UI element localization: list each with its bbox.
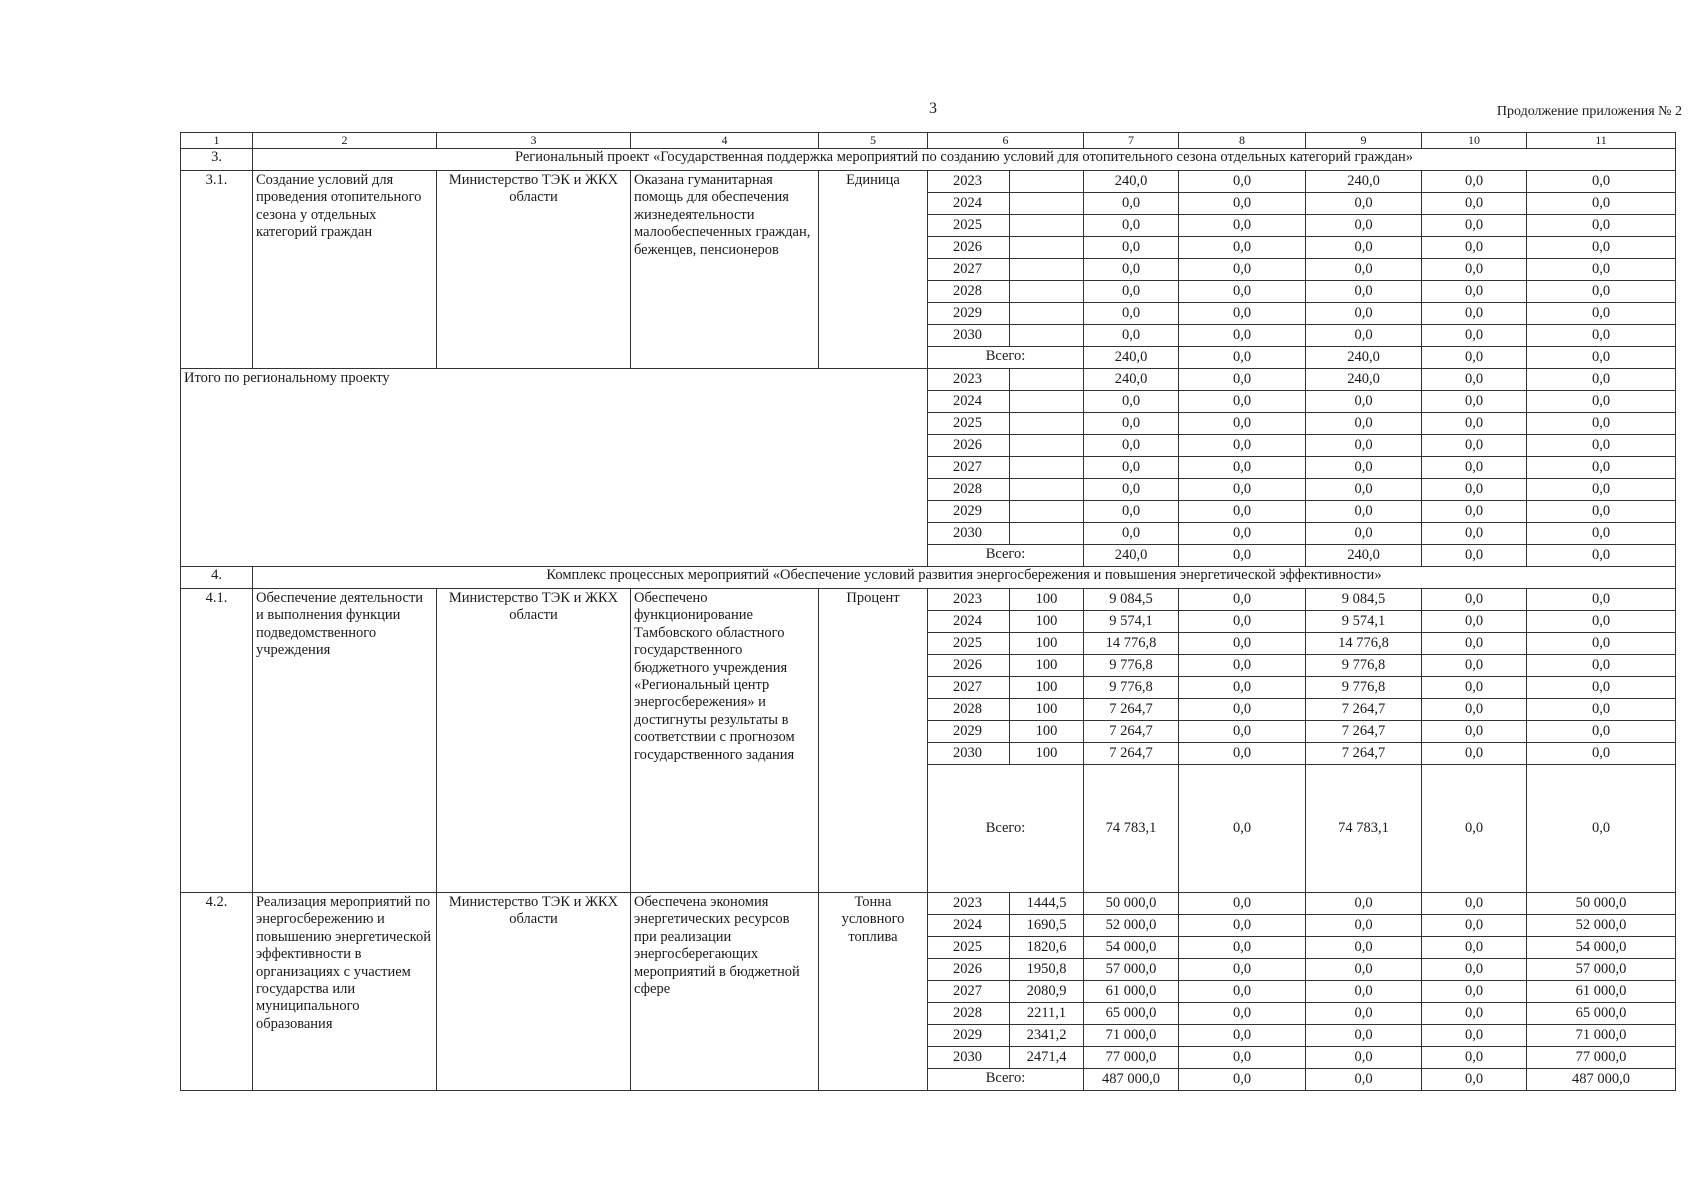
value-cell: 0,0	[1306, 303, 1422, 325]
value-cell: 0,0	[1084, 479, 1179, 501]
value-cell: 0,0	[1306, 193, 1422, 215]
value-cell: 0,0	[1084, 391, 1179, 413]
value-cell: 52 000,0	[1527, 915, 1676, 937]
value-cell: 0,0	[1306, 1025, 1422, 1047]
value-cell: 9 084,5	[1084, 589, 1179, 611]
value-cell: 0,0	[1084, 457, 1179, 479]
indicator-cell	[1010, 281, 1084, 303]
value-cell: 0,0	[1527, 391, 1676, 413]
value-cell: 0,0	[1527, 237, 1676, 259]
value-cell: 0,0	[1179, 435, 1306, 457]
value-cell: 7 264,7	[1306, 721, 1422, 743]
value-cell: 0,0	[1527, 325, 1676, 347]
value-cell: 0,0	[1179, 743, 1306, 765]
value-cell: 77 000,0	[1527, 1047, 1676, 1069]
value-cell: 0,0	[1306, 937, 1422, 959]
value-cell: 0,0	[1306, 981, 1422, 1003]
year-cell: 2029	[928, 1025, 1010, 1047]
value-cell: 0,0	[1422, 589, 1527, 611]
year-cell: 2026	[928, 435, 1010, 457]
value-cell: 0,0	[1306, 523, 1422, 545]
indicator-cell	[1010, 303, 1084, 325]
total-label: Всего:	[928, 765, 1084, 893]
value-cell: 0,0	[1179, 193, 1306, 215]
year-cell: 2030	[928, 743, 1010, 765]
indicator-cell	[1010, 325, 1084, 347]
value-cell: 0,0	[1422, 545, 1527, 567]
value-cell: 0,0	[1422, 369, 1527, 391]
value-cell: 0,0	[1179, 677, 1306, 699]
value-cell: 0,0	[1527, 259, 1676, 281]
value-cell: 0,0	[1527, 281, 1676, 303]
value-cell: 0,0	[1179, 215, 1306, 237]
value-cell: 0,0	[1306, 391, 1422, 413]
value-cell: 0,0	[1527, 743, 1676, 765]
value-cell: 0,0	[1179, 281, 1306, 303]
value-cell: 9 084,5	[1306, 589, 1422, 611]
value-cell: 0,0	[1422, 915, 1527, 937]
value-cell: 0,0	[1422, 1025, 1527, 1047]
year-cell: 2029	[928, 501, 1010, 523]
value-cell: 54 000,0	[1527, 937, 1676, 959]
value-cell: 0,0	[1179, 721, 1306, 743]
value-cell: 0,0	[1179, 479, 1306, 501]
value-cell: 0,0	[1422, 171, 1527, 193]
value-cell: 0,0	[1422, 281, 1527, 303]
value-cell: 54 000,0	[1084, 937, 1179, 959]
value-cell: 9 776,8	[1084, 655, 1179, 677]
col-header-8: 8	[1179, 133, 1306, 149]
year-cell: 2025	[928, 215, 1010, 237]
indicator-cell: 1690,5	[1010, 915, 1084, 937]
col-header-3: 3	[437, 133, 631, 149]
value-cell: 0,0	[1422, 1047, 1527, 1069]
value-cell: 0,0	[1422, 347, 1527, 369]
indicator-cell	[1010, 237, 1084, 259]
year-cell: 2024	[928, 193, 1010, 215]
col-header-11: 11	[1527, 133, 1676, 149]
item-unit: Единица	[819, 171, 928, 369]
value-cell: 0,0	[1422, 937, 1527, 959]
year-cell: 2027	[928, 259, 1010, 281]
empty-cell	[1010, 413, 1084, 435]
value-cell: 0,0	[1306, 1069, 1422, 1091]
empty-cell	[1010, 523, 1084, 545]
table-row	[181, 893, 1676, 915]
year-cell: 2025	[928, 937, 1010, 959]
item-number: 4.2.	[181, 893, 253, 1091]
value-cell: 0,0	[1422, 699, 1527, 721]
item-result: Оказана гуманитарная помощь для обеспечения жизнедеятельности малообеспеченных граждан, беженцев, пенсионеров	[631, 171, 819, 369]
item-executor: Министерство ТЭК и ЖКХ области	[437, 171, 631, 369]
value-cell: 74 783,1	[1306, 765, 1422, 893]
year-cell: 2023	[928, 589, 1010, 611]
year-cell: 2025	[928, 413, 1010, 435]
value-cell: 0,0	[1422, 413, 1527, 435]
indicator-cell	[1010, 171, 1084, 193]
year-cell: 2026	[928, 959, 1010, 981]
table-row	[181, 171, 1676, 193]
item-name: Реализация мероприятий по энергосбережению и повышению энергетической эффективности в организациях с участием государства или муниципального образования	[253, 893, 437, 1091]
value-cell: 0,0	[1084, 523, 1179, 545]
indicator-cell	[1010, 215, 1084, 237]
empty-cell	[1010, 435, 1084, 457]
empty-cell	[1010, 457, 1084, 479]
empty-cell	[1010, 391, 1084, 413]
value-cell: 71 000,0	[1084, 1025, 1179, 1047]
item-number: 3.1.	[181, 171, 253, 369]
year-cell: 2024	[928, 915, 1010, 937]
value-cell: 240,0	[1084, 545, 1179, 567]
value-cell: 0,0	[1527, 171, 1676, 193]
indicator-cell: 100	[1010, 743, 1084, 765]
indicator-cell: 100	[1010, 721, 1084, 743]
value-cell: 0,0	[1179, 457, 1306, 479]
value-cell: 0,0	[1527, 215, 1676, 237]
col-header-4: 4	[631, 133, 819, 149]
item-unit: Процент	[819, 589, 928, 893]
value-cell: 240,0	[1084, 347, 1179, 369]
value-cell: 0,0	[1422, 391, 1527, 413]
value-cell: 0,0	[1179, 589, 1306, 611]
item-number: 4.1.	[181, 589, 253, 893]
value-cell: 65 000,0	[1527, 1003, 1676, 1025]
value-cell: 0,0	[1179, 765, 1306, 893]
value-cell: 0,0	[1422, 743, 1527, 765]
value-cell: 0,0	[1422, 237, 1527, 259]
value-cell: 240,0	[1306, 171, 1422, 193]
value-cell: 0,0	[1179, 545, 1306, 567]
value-cell: 0,0	[1179, 981, 1306, 1003]
value-cell: 0,0	[1422, 959, 1527, 981]
value-cell: 0,0	[1422, 457, 1527, 479]
indicator-cell: 2211,1	[1010, 1003, 1084, 1025]
indicator-cell: 100	[1010, 677, 1084, 699]
value-cell: 0,0	[1179, 523, 1306, 545]
value-cell: 0,0	[1179, 915, 1306, 937]
value-cell: 0,0	[1084, 259, 1179, 281]
summary-label: Итого по региональному проекту	[181, 369, 928, 567]
value-cell: 0,0	[1527, 633, 1676, 655]
value-cell: 0,0	[1527, 501, 1676, 523]
value-cell: 0,0	[1179, 611, 1306, 633]
value-cell: 9 574,1	[1084, 611, 1179, 633]
value-cell: 71 000,0	[1527, 1025, 1676, 1047]
section-row	[181, 567, 1676, 589]
value-cell: 0,0	[1527, 369, 1676, 391]
value-cell: 0,0	[1527, 479, 1676, 501]
year-cell: 2030	[928, 325, 1010, 347]
value-cell: 0,0	[1306, 259, 1422, 281]
indicator-cell: 100	[1010, 633, 1084, 655]
item-unit: Тонна условного топлива	[819, 893, 928, 1091]
value-cell: 0,0	[1179, 303, 1306, 325]
value-cell: 0,0	[1422, 259, 1527, 281]
value-cell: 0,0	[1306, 501, 1422, 523]
page-number: 3	[929, 100, 937, 117]
value-cell: 77 000,0	[1084, 1047, 1179, 1069]
value-cell: 0,0	[1527, 765, 1676, 893]
value-cell: 0,0	[1422, 303, 1527, 325]
value-cell: 0,0	[1422, 765, 1527, 893]
year-cell: 2029	[928, 721, 1010, 743]
value-cell: 50 000,0	[1527, 893, 1676, 915]
indicator-cell: 100	[1010, 589, 1084, 611]
value-cell: 0,0	[1527, 677, 1676, 699]
year-cell: 2027	[928, 677, 1010, 699]
value-cell: 0,0	[1527, 655, 1676, 677]
value-cell: 487 000,0	[1084, 1069, 1179, 1091]
value-cell: 0,0	[1084, 215, 1179, 237]
value-cell: 0,0	[1084, 501, 1179, 523]
indicator-cell: 2080,9	[1010, 981, 1084, 1003]
value-cell: 0,0	[1422, 633, 1527, 655]
value-cell: 0,0	[1422, 501, 1527, 523]
value-cell: 0,0	[1306, 281, 1422, 303]
value-cell: 57 000,0	[1527, 959, 1676, 981]
indicator-cell	[1010, 193, 1084, 215]
year-cell: 2023	[928, 171, 1010, 193]
value-cell: 9 776,8	[1306, 655, 1422, 677]
item-executor: Министерство ТЭК и ЖКХ области	[437, 893, 631, 1091]
value-cell: 0,0	[1422, 611, 1527, 633]
value-cell: 0,0	[1084, 237, 1179, 259]
year-cell: 2024	[928, 391, 1010, 413]
value-cell: 0,0	[1179, 171, 1306, 193]
item-result: Обеспечена экономия энергетических ресурсов при реализации энергосберегающих мероприятий в бюджетной сфере	[631, 893, 819, 1091]
appendix-note: Продолжение приложения № 2	[1496, 104, 1682, 119]
value-cell: 0,0	[1084, 281, 1179, 303]
indicator-cell: 2471,4	[1010, 1047, 1084, 1069]
indicator-cell	[1010, 259, 1084, 281]
value-cell: 0,0	[1306, 915, 1422, 937]
value-cell: 9 776,8	[1084, 677, 1179, 699]
year-cell: 2028	[928, 281, 1010, 303]
value-cell: 0,0	[1179, 259, 1306, 281]
year-cell: 2028	[928, 1003, 1010, 1025]
value-cell: 7 264,7	[1306, 699, 1422, 721]
value-cell: 9 776,8	[1306, 677, 1422, 699]
year-cell: 2023	[928, 369, 1010, 391]
value-cell: 0,0	[1084, 303, 1179, 325]
value-cell: 0,0	[1306, 325, 1422, 347]
year-cell: 2025	[928, 633, 1010, 655]
value-cell: 50 000,0	[1084, 893, 1179, 915]
value-cell: 65 000,0	[1084, 1003, 1179, 1025]
item-executor: Министерство ТЭК и ЖКХ области	[437, 589, 631, 893]
value-cell: 0,0	[1422, 655, 1527, 677]
value-cell: 0,0	[1084, 193, 1179, 215]
value-cell: 0,0	[1179, 237, 1306, 259]
value-cell: 14 776,8	[1306, 633, 1422, 655]
value-cell: 0,0	[1527, 523, 1676, 545]
value-cell: 61 000,0	[1527, 981, 1676, 1003]
value-cell: 240,0	[1084, 171, 1179, 193]
section-title: Комплекс процессных мероприятий «Обеспечение условий развития энергосбережения и повышения энергетической эффективности»	[253, 567, 1676, 589]
value-cell: 74 783,1	[1084, 765, 1179, 893]
value-cell: 0,0	[1306, 215, 1422, 237]
item-result: Обеспечено функционирование Тамбовского областного государственного бюджетного учреждения «Региональный центр энергосбережения» и достигнуты результаты в соответствии с прогнозом государственного задания	[631, 589, 819, 893]
value-cell: 0,0	[1179, 959, 1306, 981]
col-header-7: 7	[1084, 133, 1179, 149]
value-cell: 0,0	[1527, 589, 1676, 611]
value-cell: 240,0	[1306, 369, 1422, 391]
indicator-cell: 2341,2	[1010, 1025, 1084, 1047]
total-label: Всего:	[928, 347, 1084, 369]
value-cell: 0,0	[1179, 391, 1306, 413]
program-table	[180, 132, 1676, 1091]
section-title: Региональный проект «Государственная поддержка мероприятий по созданию условий для отопительного сезона отдельных категорий граждан»	[253, 149, 1676, 171]
value-cell: 0,0	[1306, 1003, 1422, 1025]
value-cell: 0,0	[1422, 435, 1527, 457]
value-cell: 0,0	[1179, 699, 1306, 721]
value-cell: 0,0	[1179, 501, 1306, 523]
value-cell: 0,0	[1422, 215, 1527, 237]
indicator-cell: 100	[1010, 699, 1084, 721]
value-cell: 7 264,7	[1084, 743, 1179, 765]
value-cell: 0,0	[1527, 545, 1676, 567]
value-cell: 0,0	[1306, 893, 1422, 915]
value-cell: 0,0	[1179, 347, 1306, 369]
section-row	[181, 149, 1676, 171]
indicator-cell: 100	[1010, 655, 1084, 677]
value-cell: 0,0	[1179, 937, 1306, 959]
value-cell: 0,0	[1084, 325, 1179, 347]
section-number: 4.	[181, 567, 253, 589]
col-header-9: 9	[1306, 133, 1422, 149]
value-cell: 0,0	[1527, 699, 1676, 721]
value-cell: 0,0	[1179, 1003, 1306, 1025]
year-cell: 2023	[928, 893, 1010, 915]
indicator-cell: 100	[1010, 611, 1084, 633]
value-cell: 0,0	[1422, 523, 1527, 545]
value-cell: 0,0	[1527, 193, 1676, 215]
value-cell: 0,0	[1422, 1069, 1527, 1091]
total-label: Всего:	[928, 545, 1084, 567]
item-name: Создание условий для проведения отопительного сезона у отдельных категорий граждан	[253, 171, 437, 369]
value-cell: 0,0	[1179, 413, 1306, 435]
value-cell: 0,0	[1084, 413, 1179, 435]
value-cell: 61 000,0	[1084, 981, 1179, 1003]
value-cell: 0,0	[1527, 347, 1676, 369]
value-cell: 0,0	[1422, 981, 1527, 1003]
col-header-5: 5	[819, 133, 928, 149]
col-header-2: 2	[253, 133, 437, 149]
item-name: Обеспечение деятельности и выполнения функции подведомственного учреждения	[253, 589, 437, 893]
value-cell: 0,0	[1179, 893, 1306, 915]
col-header-10: 10	[1422, 133, 1527, 149]
value-cell: 0,0	[1306, 479, 1422, 501]
empty-cell	[1010, 479, 1084, 501]
value-cell: 0,0	[1179, 1047, 1306, 1069]
value-cell: 0,0	[1306, 457, 1422, 479]
value-cell: 52 000,0	[1084, 915, 1179, 937]
indicator-cell: 1820,6	[1010, 937, 1084, 959]
value-cell: 0,0	[1306, 237, 1422, 259]
value-cell: 9 574,1	[1306, 611, 1422, 633]
value-cell: 0,0	[1306, 413, 1422, 435]
year-cell: 2027	[928, 457, 1010, 479]
value-cell: 487 000,0	[1527, 1069, 1676, 1091]
value-cell: 0,0	[1084, 435, 1179, 457]
year-cell: 2028	[928, 699, 1010, 721]
value-cell: 240,0	[1306, 347, 1422, 369]
year-cell: 2026	[928, 655, 1010, 677]
value-cell: 0,0	[1527, 413, 1676, 435]
value-cell: 57 000,0	[1084, 959, 1179, 981]
section-number: 3.	[181, 149, 253, 171]
year-cell: 2026	[928, 237, 1010, 259]
empty-cell	[1010, 369, 1084, 391]
value-cell: 0,0	[1179, 655, 1306, 677]
value-cell: 0,0	[1422, 479, 1527, 501]
year-cell: 2029	[928, 303, 1010, 325]
table-row	[181, 369, 1676, 391]
value-cell: 0,0	[1422, 893, 1527, 915]
value-cell: 7 264,7	[1084, 699, 1179, 721]
year-cell: 2027	[928, 981, 1010, 1003]
value-cell: 0,0	[1179, 325, 1306, 347]
value-cell: 7 264,7	[1306, 743, 1422, 765]
value-cell: 7 264,7	[1084, 721, 1179, 743]
year-cell: 2024	[928, 611, 1010, 633]
value-cell: 0,0	[1422, 193, 1527, 215]
value-cell: 0,0	[1527, 435, 1676, 457]
value-cell: 0,0	[1179, 1069, 1306, 1091]
value-cell: 0,0	[1422, 677, 1527, 699]
column-number-row	[181, 133, 1676, 149]
value-cell: 240,0	[1084, 369, 1179, 391]
value-cell: 0,0	[1306, 959, 1422, 981]
value-cell: 0,0	[1422, 1003, 1527, 1025]
value-cell: 0,0	[1179, 1025, 1306, 1047]
value-cell: 0,0	[1527, 611, 1676, 633]
table-row	[181, 589, 1676, 611]
year-cell: 2030	[928, 523, 1010, 545]
year-cell: 2028	[928, 479, 1010, 501]
value-cell: 0,0	[1179, 369, 1306, 391]
total-label: Всего:	[928, 1069, 1084, 1091]
indicator-cell: 1444,5	[1010, 893, 1084, 915]
empty-cell	[1010, 501, 1084, 523]
value-cell: 0,0	[1422, 325, 1527, 347]
value-cell: 0,0	[1179, 633, 1306, 655]
indicator-cell: 1950,8	[1010, 959, 1084, 981]
value-cell: 240,0	[1306, 545, 1422, 567]
year-cell: 2030	[928, 1047, 1010, 1069]
value-cell: 0,0	[1527, 303, 1676, 325]
value-cell: 0,0	[1306, 1047, 1422, 1069]
value-cell: 14 776,8	[1084, 633, 1179, 655]
value-cell: 0,0	[1422, 721, 1527, 743]
col-header-1: 1	[181, 133, 253, 149]
value-cell: 0,0	[1306, 435, 1422, 457]
value-cell: 0,0	[1527, 457, 1676, 479]
value-cell: 0,0	[1527, 721, 1676, 743]
col-header-6: 6	[928, 133, 1084, 149]
